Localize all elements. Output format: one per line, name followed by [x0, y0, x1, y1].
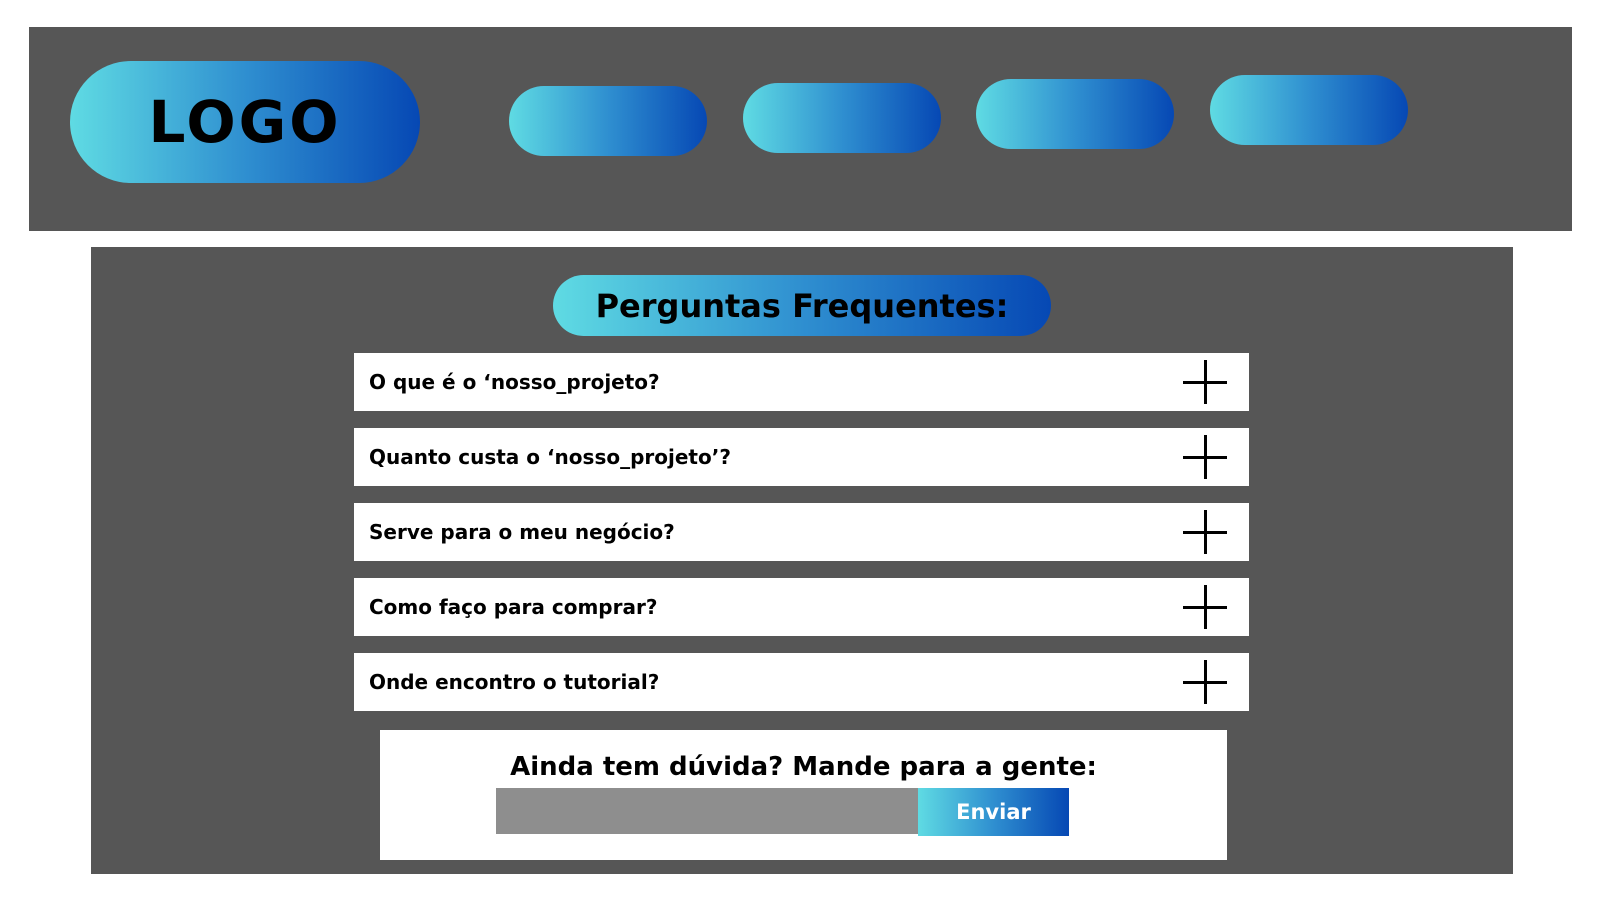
faq-title: Perguntas Frequentes: [595, 286, 1009, 325]
faq-item[interactable] [354, 578, 1249, 636]
plus-icon[interactable] [1183, 585, 1227, 629]
faq-question: Serve para o meu negócio? [369, 520, 675, 544]
plus-icon[interactable] [1183, 435, 1227, 479]
contact-box [380, 730, 1227, 860]
faq-item[interactable] [354, 353, 1249, 411]
nav-item-2[interactable] [743, 83, 941, 153]
nav-item-3[interactable] [976, 79, 1174, 149]
faq-question: O que é o ‘nosso_projeto? [369, 370, 660, 394]
header [29, 27, 1572, 231]
plus-icon[interactable] [1183, 660, 1227, 704]
logo-text: LOGO [148, 88, 342, 156]
nav-item-4[interactable] [1210, 75, 1408, 145]
faq-list [354, 353, 1249, 728]
contact-label: Ainda tem dúvida? Mande para a gente: [510, 752, 1097, 782]
faq-section [91, 247, 1513, 874]
faq-item[interactable] [354, 503, 1249, 561]
faq-title-badge [553, 275, 1051, 336]
nav-item-1[interactable] [509, 86, 707, 156]
faq-question: Onde encontro o tutorial? [369, 670, 660, 694]
faq-question: Quanto custa o ‘nosso_projeto’? [369, 445, 731, 469]
faq-item[interactable] [354, 653, 1249, 711]
plus-icon[interactable] [1183, 360, 1227, 404]
send-button[interactable]: Enviar [918, 788, 1069, 836]
faq-item[interactable] [354, 428, 1249, 486]
question-input[interactable] [496, 788, 918, 834]
plus-icon[interactable] [1183, 510, 1227, 554]
faq-question: Como faço para comprar? [369, 595, 658, 619]
logo[interactable] [70, 61, 420, 183]
